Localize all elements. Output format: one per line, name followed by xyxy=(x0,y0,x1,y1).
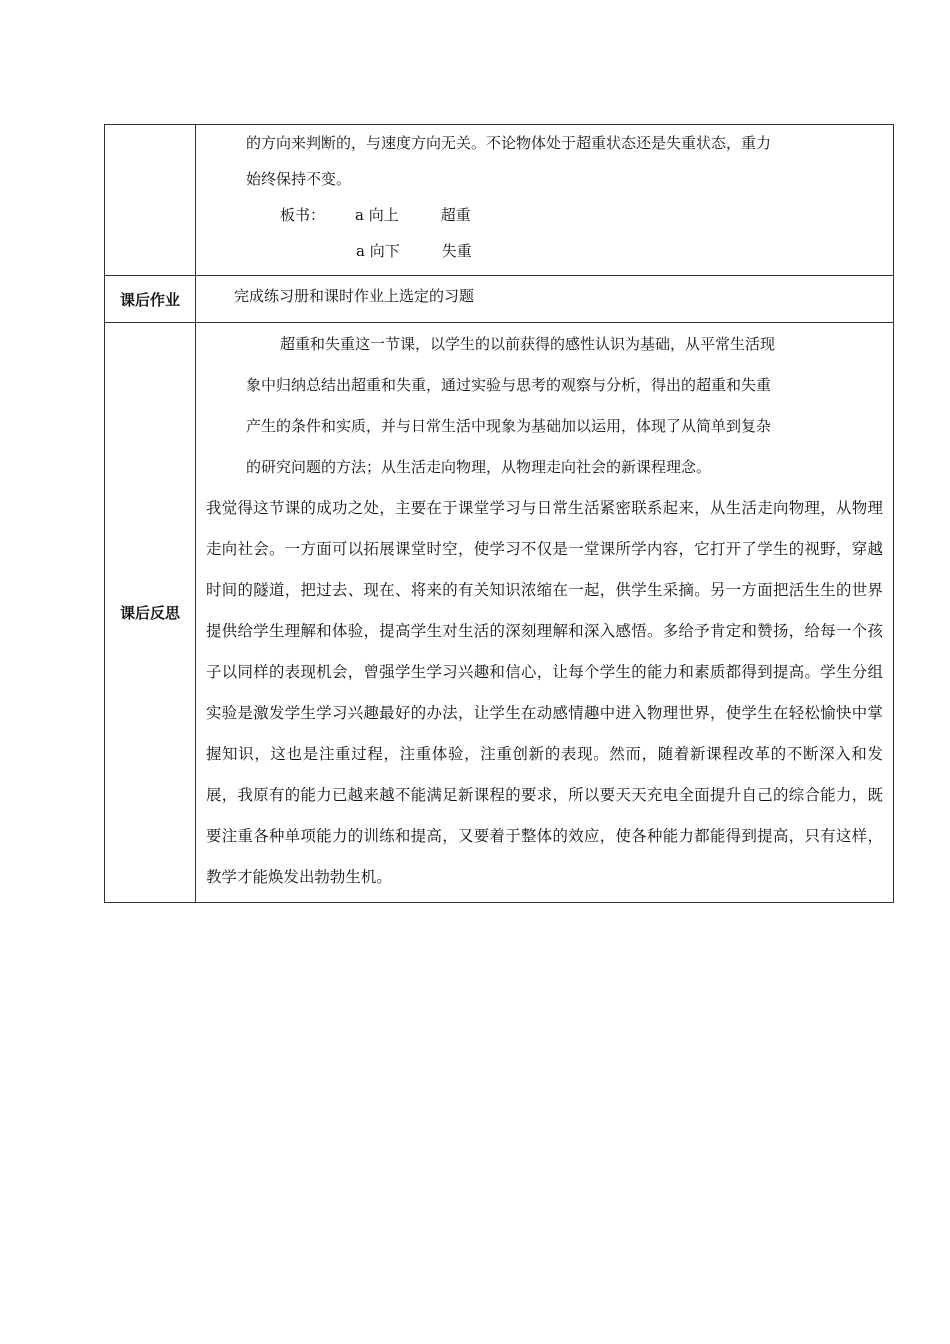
board-row-2 xyxy=(196,233,893,269)
table-row-reflection xyxy=(105,323,894,903)
homework-text: 完成练习册和课时作业上选定的习题 xyxy=(234,287,475,305)
summary-line-4: 的研究问题的方法；从生活走向物理，从物理走向社会的新课程理念。 xyxy=(246,458,712,476)
lesson-table xyxy=(104,124,894,903)
continuation-content xyxy=(196,125,894,276)
board-condition-up: a 向上 xyxy=(355,206,399,224)
homework-content xyxy=(196,276,894,323)
summary-line-3: 产生的条件和实质，并与日常生活中现象为基础加以运用，体现了从简单到复杂 xyxy=(246,417,772,435)
summary-line-2: 象中归纳总结出超重和失重，通过实验与思考的观察与分析，得出的超重和失重 xyxy=(246,376,772,394)
board-result-overweight: 超重 xyxy=(440,206,471,224)
summary-line-1: 超重和失重这一节课，以学生的以前获得的感性认识为基础，从平常生活现 xyxy=(280,335,776,353)
table-row-continuation xyxy=(105,125,894,276)
continuation-line-2: 始终保持不变。 xyxy=(246,170,352,188)
reflection-content xyxy=(196,323,894,903)
summary-block xyxy=(196,323,893,488)
continuation-line-1: 的方向来判断的，与速度方向无关。不论物体处于超重状态还是失重状态，重力 xyxy=(246,134,772,152)
row-label-empty xyxy=(105,125,196,276)
board-prefix: 板书： xyxy=(280,206,326,224)
board-result-weightless: 失重 xyxy=(441,242,472,260)
board-row-1 xyxy=(196,197,893,233)
table-row-homework xyxy=(105,276,894,323)
board-condition-down: a 向下 xyxy=(356,242,400,260)
reflection-label: 课后反思 xyxy=(105,323,196,903)
reflection-paragraph: 我觉得这节课的成功之处，主要在于课堂学习与日常生活紧密联系起来，从生活走向物理，从物理走向社会。一方面可以拓展课堂时空，使学习不仅是一堂课所学内容，它打开了学生的视野，穿越时间的隧道，把过去、现在、将来的有关知识浓缩在一起，供学生采摘。另一方面把活生生的世界提供给学生理解和体验，提高学生对生活的深刻理解和深入感悟。多给予肯定和赞扬，给每一个孩子以同样的表现机会，曾强学生学习兴趣和信心，让每个学生的能力和素质都得到提高。学生分组实验是激发学生学习兴趣最好的办法，让学生在动感情趣中进入物理世界，使学生在轻松愉快中掌握知识，这也是注重过程，注重体验，注重创新的表现。然而，随着新课程改革的不断深入和发展，我原有的能力已越来越不能满足新课程的要求，所以要天天充电全面提升自己的综合能力，既要注重各种单项能力的训练和提高，又要着于整体的效应，使各种能力都能得到提高，只有这样，教学才能焕发出勃勃生机。 xyxy=(206,499,883,886)
homework-label: 课后作业 xyxy=(105,276,196,323)
